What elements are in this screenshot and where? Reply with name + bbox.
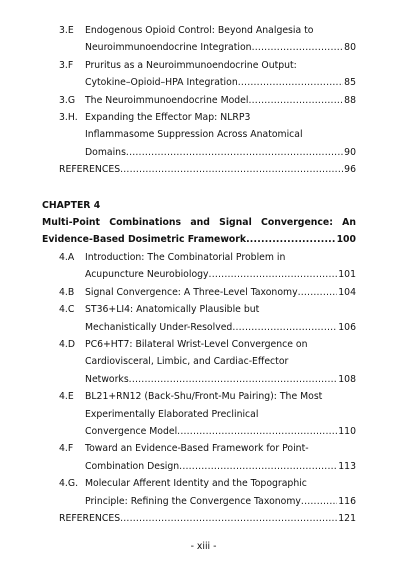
page-number: 110 [338,425,356,437]
page-number: 80 [344,42,356,54]
section-title-line [85,39,356,56]
page-number: 96 [344,164,356,176]
section-number: 4.G. [59,478,79,490]
section-number: 4.E [59,391,74,403]
section-title-line: Toward an Evidence-Based Framework for Point- [85,443,309,455]
section-title-text: Principle: Refining the Convergence Taxonomy [85,495,301,507]
section-number: 3.G [59,94,76,106]
leader-dots [126,144,343,161]
section-number: 3.H. [59,112,78,124]
toc-entry [42,475,356,510]
section-title-line: BL21+RN12 (Back-Shu/Front-Mu Pairing): The Most [85,391,323,403]
section-number: 4.A [59,251,75,263]
section-number: 4.C [59,304,75,316]
section-title [85,388,356,440]
section-title-text: Convergence Model [85,425,178,437]
section-title-line [85,319,356,336]
page-number: 85 [344,77,356,89]
section-title [85,284,356,301]
section-title-text: Combination Design [85,460,180,472]
toc-entries-chapter-3 [42,22,356,161]
section-title-line [85,371,356,388]
section-title [85,475,356,510]
section-title-text: Acupuncture Neurobiology [85,269,209,281]
section-title [85,57,356,92]
page-number: 108 [338,373,356,385]
section-title-line [85,458,356,475]
section-title-line: PC6+HT7: Bilateral Wrist-Level Convergence on [85,338,308,350]
section-title-text: Networks [85,373,129,385]
section-title-line: Introduction: The Combinatorial Problem in [85,251,286,263]
section-title-text: The Neuroimmunoendocrine Model [85,94,249,106]
section-title-text: Cytokine–Opioid–HPA Integration [85,77,238,89]
leader-dots [209,266,338,283]
toc-entry [42,57,356,92]
section-title-line [85,493,356,510]
section-title-line: Experimentally Elaborated Preclinical [85,408,259,420]
leader-dots [120,510,337,527]
chapter-title [42,214,356,249]
toc-entry [42,109,356,161]
section-number: 4.D [59,338,76,350]
section-number: 3.E [59,25,74,36]
section-number: 3.F [59,59,74,71]
leader-dots [298,284,338,301]
section-title-line: Pruritus as a Neuroimmunoendocrine Output: [85,59,297,71]
section-title [85,336,356,388]
section-title-line [85,423,356,440]
leader-dots [177,423,337,440]
leader-dots [238,74,343,91]
section-title-line: Expanding the Effector Map: NLRP3 [85,112,251,124]
page-number: 106 [338,321,356,333]
toc-entry [42,284,356,301]
page-number: 88 [344,94,356,106]
chapter-title-line-2 [42,231,356,248]
leader-dots [120,161,343,178]
leader-dots [252,39,344,56]
section-title-text: Neuroimmunoendocrine Integration [85,42,252,54]
references-label: REFERENCES [59,512,121,524]
page-number: 113 [338,460,356,472]
section-title-line: Molecular Afferent Identity and the Topographic [85,478,307,490]
section-title [85,22,356,57]
section-title-line [85,74,356,91]
section-title-line: Endogenous Opioid Control: Beyond Analgesia to [85,25,314,36]
section-title-line [85,92,356,109]
toc-entry [42,336,356,388]
section-title-line [85,144,356,161]
table-of-contents [42,22,356,527]
section-title-text: Mechanistically Under-Resolved [85,321,233,333]
chapter-label: CHAPTER 4 [42,199,101,211]
section-title-line: Cardiovisceral, Limbic, and Cardiac-Effector [85,356,289,368]
toc-entry [42,249,356,284]
section-number: 4.F [59,443,74,455]
page-number: 116 [338,495,356,507]
toc-entry [42,22,356,57]
leader-dots [179,458,337,475]
toc-entry [42,388,356,440]
references-label: REFERENCES [59,164,121,176]
page-number: 101 [338,269,356,281]
toc-entry [42,440,356,475]
page-footer-number: - xiii - [190,541,217,552]
page-number: 104 [338,286,356,298]
leader-dots [301,493,337,510]
section-title [85,249,356,284]
leader-dots [232,319,337,336]
toc-entries-chapter-4 [42,249,356,510]
references-entry-chapter-4 [42,510,356,527]
section-title [85,109,356,161]
chapter-title-text: Evidence-Based Dosimetric Framework [42,234,247,246]
section-title [85,440,356,475]
page-number: 100 [336,234,356,246]
section-title [85,92,356,109]
leader-dots [129,371,338,388]
section-title-text: Signal Convergence: A Three-Level Taxonomy [85,286,298,298]
references-entry-chapter-3 [42,161,356,178]
leader-dots [246,231,336,248]
chapter-title-line-1: Multi-Point Combinations and Signal Convergence: An [42,217,356,229]
section-title-line: ST36+LI4: Anatomically Plausible but [85,304,260,316]
toc-entry [42,301,356,336]
toc-entry [42,92,356,109]
section-title-text: Domains [85,146,126,158]
page-number: 90 [344,146,356,158]
section-title-line [85,284,356,301]
page-number: 121 [338,512,356,524]
section-title [85,301,356,336]
section-title-line [85,266,356,283]
leader-dots [249,92,344,109]
section-number: 4.B [59,286,75,298]
section-title-line: Inflammasome Suppression Across Anatomical [85,129,303,141]
